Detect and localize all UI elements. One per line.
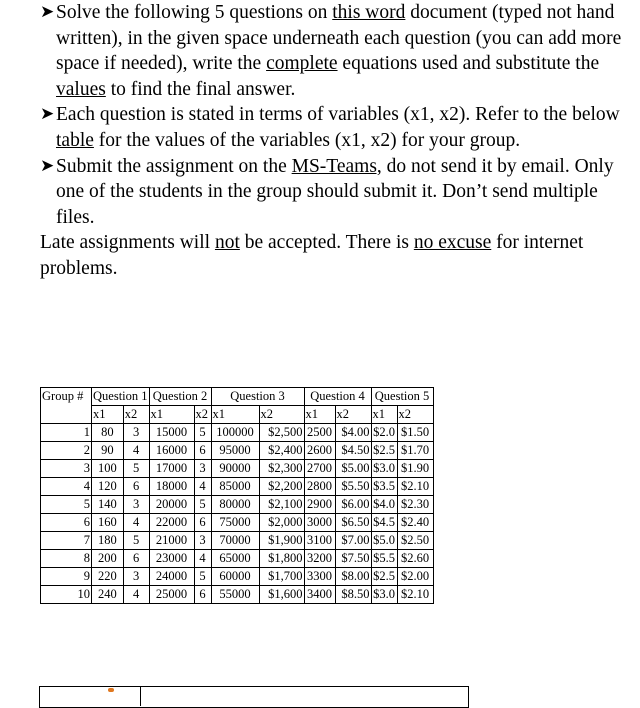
- table-cell: 180: [92, 532, 124, 550]
- table-cell: 70000: [211, 532, 259, 550]
- bullet-solve-questions: [40, 0, 630, 102]
- text: be accepted. There is: [239, 232, 414, 254]
- table-cell: $4.50: [335, 442, 371, 460]
- table-cell: $1.50: [397, 424, 433, 442]
- group-number-cell: 2: [41, 442, 92, 460]
- table-cell: 2900: [304, 496, 335, 514]
- table-cell: 220: [92, 568, 124, 586]
- group-number-header: Group #: [41, 388, 92, 424]
- table-cell: $5.50: [335, 478, 371, 496]
- table-cell: 60000: [211, 568, 259, 586]
- variable-header: x1: [371, 406, 397, 424]
- table-cell: 3: [123, 568, 149, 586]
- table-row: [41, 424, 434, 442]
- table-cell: 140: [92, 496, 124, 514]
- variable-header: x2: [335, 406, 371, 424]
- table-cell: $2,400: [259, 442, 304, 460]
- table-cell: 2800: [304, 478, 335, 496]
- table-cell: $5.0: [371, 532, 397, 550]
- variable-header: x2: [123, 406, 149, 424]
- table-cell: $8.00: [335, 568, 371, 586]
- underlined-text: values: [56, 78, 106, 100]
- table-cell: $7.50: [335, 550, 371, 568]
- question-header: Question 2: [149, 388, 211, 406]
- table-cell: 6: [194, 442, 211, 460]
- table-cell: $3.5: [371, 478, 397, 496]
- variable-header: x2: [259, 406, 304, 424]
- table-cell: 4: [123, 514, 149, 532]
- question-header: Question 5: [371, 388, 433, 406]
- table-cell: 100000: [211, 424, 259, 442]
- table-cell: 65000: [211, 550, 259, 568]
- variable-header: x1: [211, 406, 259, 424]
- table-cell: 3: [123, 496, 149, 514]
- bullet-variables: [40, 102, 630, 153]
- underlined-text: no excuse: [413, 232, 492, 254]
- table-cell: 6: [194, 514, 211, 532]
- table-cell: 160: [92, 514, 124, 532]
- text: Each question is stated in terms of variables (x1, x2). Refer to the below: [56, 104, 620, 126]
- table-cell: $2.00: [397, 568, 433, 586]
- table-cell: 6: [123, 550, 149, 568]
- table-cell: $2.5: [371, 568, 397, 586]
- table-cell: 15000: [149, 424, 194, 442]
- table-cell: 20000: [149, 496, 194, 514]
- table-cell: 200: [92, 550, 124, 568]
- table-row: [41, 568, 434, 586]
- table-cell: 95000: [211, 442, 259, 460]
- table-cell: $1.70: [397, 442, 433, 460]
- variable-header: x1: [149, 406, 194, 424]
- table-cell: 75000: [211, 514, 259, 532]
- table-cell: $1,900: [259, 532, 304, 550]
- text: Late assignments will: [40, 232, 215, 254]
- table-cell: $4.00: [335, 424, 371, 442]
- table-row: [41, 550, 434, 568]
- table-row: [41, 496, 434, 514]
- table-cell: 22000: [149, 514, 194, 532]
- table-cell: 25000: [149, 586, 194, 604]
- variable-header: x1: [304, 406, 335, 424]
- table-cell: 4: [194, 550, 211, 568]
- table-cell: 5: [194, 424, 211, 442]
- table-row: [41, 442, 434, 460]
- table-cell: $6.50: [335, 514, 371, 532]
- table-cell: $3.0: [371, 460, 397, 478]
- text: for internet problems.: [40, 232, 584, 279]
- table-cell: $7.00: [335, 532, 371, 550]
- group-number-cell: 6: [41, 514, 92, 532]
- group-number-cell: 8: [41, 550, 92, 568]
- table-cell: $2,000: [259, 514, 304, 532]
- table-cell: $2.0: [371, 424, 397, 442]
- table-cell: $2.60: [397, 550, 433, 568]
- table-cell: 2700: [304, 460, 335, 478]
- table-cell: $4.5: [371, 514, 397, 532]
- table-cell: $4.0: [371, 496, 397, 514]
- table-cell: 4: [123, 586, 149, 604]
- next-table-top-border: [39, 686, 469, 708]
- table-cell: 80: [92, 424, 124, 442]
- table-cell: 4: [123, 442, 149, 460]
- text: do not send it by email. Only one of the students in the group should submit it. Don’t send multiple files.: [56, 155, 614, 228]
- table-cell: 6: [194, 586, 211, 604]
- underlined-text: this word: [332, 2, 406, 23]
- group-number-cell: 3: [41, 460, 92, 478]
- late-assignments-note: [40, 230, 630, 281]
- table-row: [41, 532, 434, 550]
- question-header: Question 3: [211, 388, 304, 406]
- table-cell: $2,100: [259, 496, 304, 514]
- table-cell: $2.5: [371, 442, 397, 460]
- arrow-bullet-icon: ➤: [40, 2, 55, 22]
- table-cell: $1,600: [259, 586, 304, 604]
- variable-header: x1: [92, 406, 124, 424]
- table-cell: $2.10: [397, 478, 433, 496]
- table-cell: 120: [92, 478, 124, 496]
- text: Submit the assignment on the: [56, 155, 292, 177]
- table-body: [41, 424, 434, 604]
- table-cell: 6: [123, 478, 149, 496]
- table-cell: $2.30: [397, 496, 433, 514]
- question-header: Question 4: [304, 388, 371, 406]
- table-cell: $1,700: [259, 568, 304, 586]
- table-row: [41, 514, 434, 532]
- arrow-bullet-icon: ➤: [40, 155, 55, 176]
- group-number-cell: 10: [41, 586, 92, 604]
- table-cell: 100: [92, 460, 124, 478]
- table-cell: 21000: [149, 532, 194, 550]
- table-cell: $5.5: [371, 550, 397, 568]
- underlined-text: not: [214, 232, 240, 254]
- table-cell: 17000: [149, 460, 194, 478]
- underlined-text: table: [56, 129, 94, 151]
- table-cell: 2500: [304, 424, 335, 442]
- table-cell: $2.40: [397, 514, 433, 532]
- next-table-divider: [140, 686, 141, 706]
- table-cell: 5: [123, 532, 149, 550]
- table-cell: 3100: [304, 532, 335, 550]
- table-cell: $3.0: [371, 586, 397, 604]
- underlined-text: MS-Teams,: [291, 155, 382, 177]
- table-cell: 3000: [304, 514, 335, 532]
- underlined-text: complete: [266, 53, 338, 75]
- variable-header: x2: [194, 406, 211, 424]
- text: equations used and substitute the: [337, 53, 600, 75]
- table-cell: 5: [194, 496, 211, 514]
- table-row: [41, 478, 434, 496]
- group-number-cell: 9: [41, 568, 92, 586]
- table-cell: 3: [123, 424, 149, 442]
- orange-mark: [108, 688, 114, 692]
- table-cell: 4: [194, 478, 211, 496]
- group-number-cell: 1: [41, 424, 92, 442]
- table-cell: $6.00: [335, 496, 371, 514]
- table-cell: 90000: [211, 460, 259, 478]
- question-header: Question 1: [92, 388, 150, 406]
- table-cell: 3400: [304, 586, 335, 604]
- table-cell: 3200: [304, 550, 335, 568]
- variable-header: x2: [397, 406, 433, 424]
- table-row: [41, 460, 434, 478]
- table-cell: 55000: [211, 586, 259, 604]
- table-cell: $2.10: [397, 586, 433, 604]
- table-header-row: [41, 388, 434, 406]
- table-cell: 5: [194, 568, 211, 586]
- table-cell: 3: [194, 532, 211, 550]
- table-row: [41, 586, 434, 604]
- instructions: [40, 0, 630, 282]
- table-cell: $2,500: [259, 424, 304, 442]
- table-cell: $1,800: [259, 550, 304, 568]
- table-cell: 5: [123, 460, 149, 478]
- table-cell: 2600: [304, 442, 335, 460]
- group-values-table: [40, 387, 434, 604]
- text: document (typed not hand written), in the given space underneath each question (you can add more space if needed), write the: [56, 2, 622, 75]
- table-cell: $2.50: [397, 532, 433, 550]
- table-cell: $5.00: [335, 460, 371, 478]
- table-cell: 16000: [149, 442, 194, 460]
- group-number-cell: 7: [41, 532, 92, 550]
- table-cell: $2,200: [259, 478, 304, 496]
- table-cell: 24000: [149, 568, 194, 586]
- table-cell: 80000: [211, 496, 259, 514]
- table-variable-row: [41, 406, 434, 424]
- bullet-submit: [40, 154, 630, 231]
- text: to find the final answer.: [105, 78, 296, 100]
- arrow-bullet-icon: ➤: [40, 104, 55, 125]
- table-cell: 18000: [149, 478, 194, 496]
- table-cell: 23000: [149, 550, 194, 568]
- text: Solve the following 5 questions on: [56, 2, 333, 23]
- group-number-cell: 4: [41, 478, 92, 496]
- table-cell: 85000: [211, 478, 259, 496]
- table-cell: 3: [194, 460, 211, 478]
- table-cell: $8.50: [335, 586, 371, 604]
- table-cell: 90: [92, 442, 124, 460]
- text: for the values of the variables (x1, x2) for your group.: [93, 129, 521, 151]
- table-cell: $1.90: [397, 460, 433, 478]
- group-number-cell: 5: [41, 496, 92, 514]
- table-cell: $2,300: [259, 460, 304, 478]
- table-cell: 3300: [304, 568, 335, 586]
- table-cell: 240: [92, 586, 124, 604]
